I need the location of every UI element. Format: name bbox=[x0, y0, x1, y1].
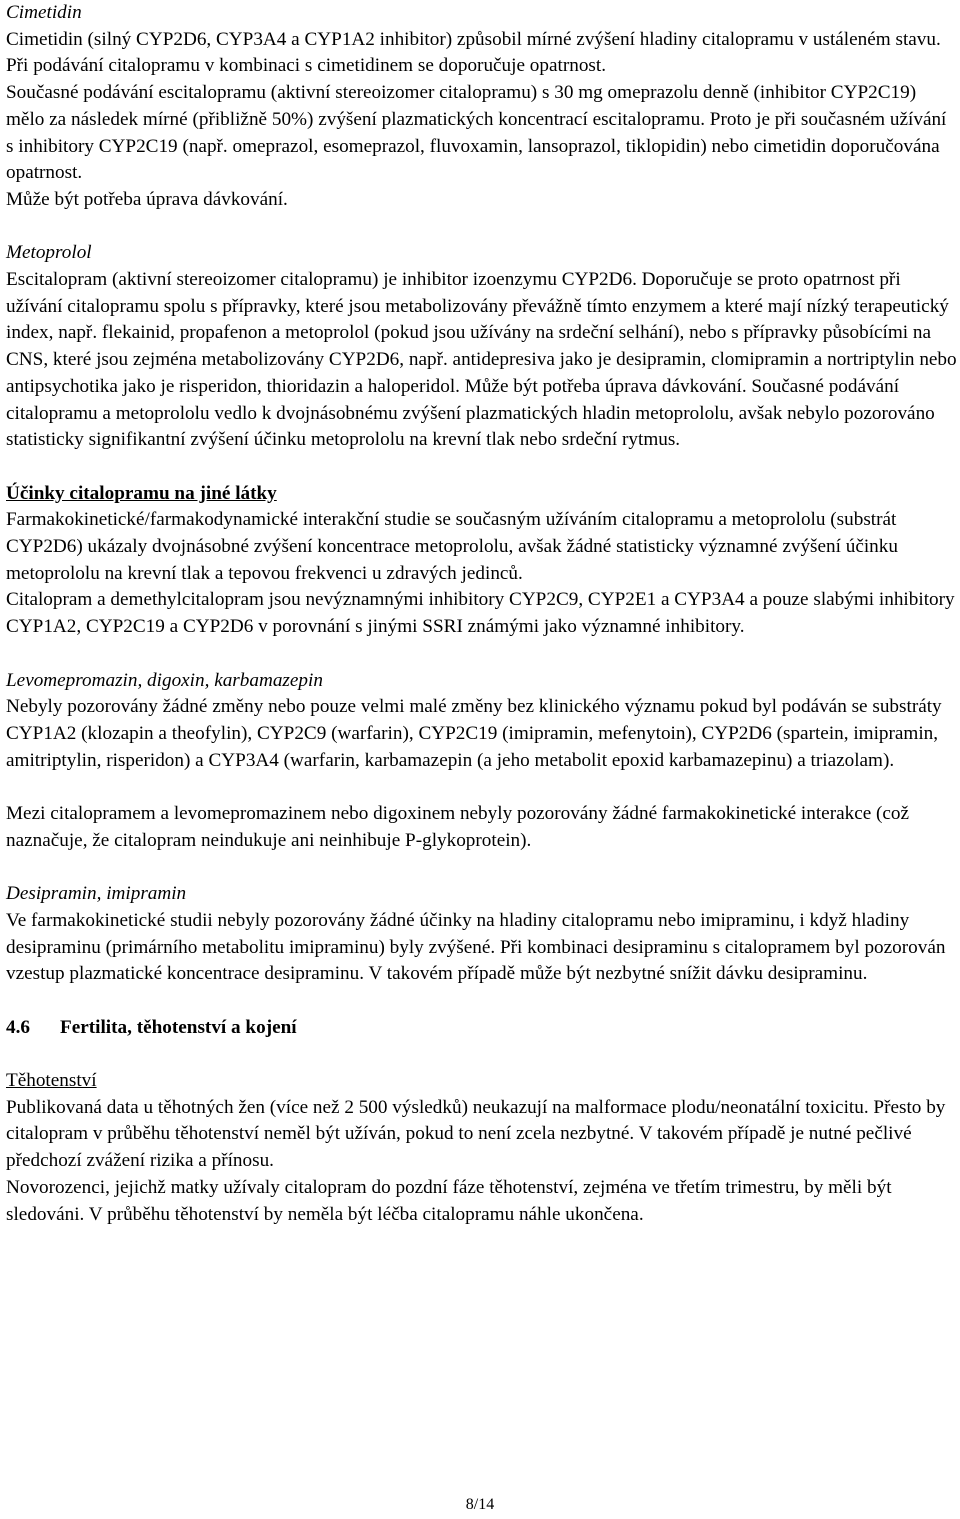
spacer bbox=[6, 988, 958, 1015]
section-title-4-6 bbox=[6, 1015, 958, 1042]
section-number: 4.6 bbox=[6, 1016, 30, 1038]
spacer bbox=[6, 774, 958, 801]
heading-effects-on-other-substances: Účinky citalopramu na jiné látky bbox=[6, 482, 277, 504]
document-page bbox=[6, 0, 958, 1228]
heading-desipramin: Desipramin, imipramin bbox=[6, 883, 187, 905]
section-title-text: Fertilita, těhotenství a kojení bbox=[60, 1016, 297, 1038]
page-number: 8/14 bbox=[465, 1496, 495, 1513]
heading-cimetidin: Cimetidin bbox=[6, 2, 82, 23]
metoprolol-paragraph-1: Escitalopram (aktivní stereoizomer citalopramu) je inhibitor izoenzymu CYP2D6. Doporučuje se proto opatrnost při užívání citalopramu spolu s přípravky, které jsou metabolizovány převážně tímto enzymem a které mají nízký terapeutický index, např. flekainid, propafenon a metoprolol (pokud jsou užívány na srdeční selhání), nebo s přípravky působícími na CNS, které jsou zejména metabolizovány CYP2D6, např. antidepresiva jako je desipramin, clomipramin a nortriptylin nebo antipsychotika jako je risperidon, thioridazin a haloperidol. Může být potřeba úprava dávkování. Současné podávání citalopramu a metoprololu vedlo k dvojnásobnému zvýšení plazmatických hladin metoprololu, avšak nebylo pozorováno statisticky signifikantní zvýšení účinku metoprololu na krevní tlak nebo srdeční rytmus. bbox=[6, 269, 957, 451]
pregnancy-paragraph-2: Novorozenci, jejichž matky užívaly citalopram do pozdní fáze těhotenství, zejména ve třetím trimestru, by měli být sledováni. V průběhu těhotenství by neměla být léčba citalopramu náhle ukončena. bbox=[6, 1176, 892, 1225]
heading-levomepromazin: Levomepromazin, digoxin, karbamazepin bbox=[6, 669, 323, 691]
effects-paragraph-2: Citalopram a demethylcitalopram jsou nevýznamnými inhibitory CYP2C9, CYP2E1 a CYP3A4 a pouze slabými inhibitory CYP1A2, CYP2C19 a CYP2D6 v porovnání s jinými SSRI známými jako významné inhibitory. bbox=[6, 589, 955, 638]
cimetidin-paragraph-1: Cimetidin (silný CYP2D6, CYP3A4 a CYP1A2 inhibitor) způsobil mírné zvýšení hladiny citalopramu v ustáleném stavu. Při podávání citalopramu v kombinaci s cimetidinem se doporučuje opatrnost. bbox=[6, 28, 941, 77]
heading-pregnancy: Těhotenství bbox=[6, 1070, 97, 1092]
levomepromazin-paragraph-2: Mezi citalopramem a levomepromazinem nebo digoxinem nebyly pozorovány žádné farmakokinetické interakce (což naznačuje, že citalopram neindukuje ani neinhibuje P-glykoprotein). bbox=[6, 803, 910, 851]
levomepromazin-paragraph-1: Nebyly pozorovány žádné změny nebo pouze velmi malé změny bez klinického významu pokud byl podáván se substráty CYP1A2 (klozapin a theofylin), CYP2C9 (warfarin), CYP2C19 (imipramin, mefenytoin), CYP2D6 (spartein, imipramin, amitriptylin, risperidon) a CYP3A4 (warfarin, karbamazepin (a jeho metabolit epoxid karbamazepinu) a triazolam). bbox=[6, 696, 942, 771]
spacer bbox=[6, 641, 958, 668]
spacer bbox=[6, 454, 958, 481]
cimetidin-paragraph-3: Může být potřeba úprava dávkování. bbox=[6, 188, 288, 210]
effects-paragraph-1: Farmakokinetické/farmakodynamické interakční studie se současným užíváním citalopramu a metoprololu (substrát CYP2D6) ukázaly dvojnásobné zvýšení koncentrace metoprololu, avšak žádné statisticky významné zvýšení účinku metoprololu na krevní tlak a tepovou frekvenci u zdravých jedinců. bbox=[6, 509, 898, 584]
desipramin-paragraph-1: Ve farmakokinetické studii nebyly pozorovány žádné účinky na hladiny citalopramu nebo imipraminu, i když hladiny desipraminu (primárního metabolitu imipraminu) byly zvýšené. Při kombinaci desipraminu s citalopramem byl pozorován vzestup plazmatické koncentrace desipraminu. V takovém případě může být nezbytné snížit dávku desipraminu. bbox=[6, 909, 946, 985]
spacer bbox=[6, 1041, 958, 1068]
heading-metoprolol: Metoprolol bbox=[6, 242, 92, 264]
pregnancy-paragraph-1: Publikovaná data u těhotných žen (více než 2 500 výsledků) neukazují na malformace plodu/neonatální toxicitu. Přesto by citalopram v průběhu těhotenství neměl být užíván, pokud to není zcela nezbytné. V takovém případě je nutné pečlivé předchozí zvážení rizika a přínosu. bbox=[6, 1096, 946, 1172]
spacer bbox=[6, 214, 958, 241]
cimetidin-paragraph-2: Současné podávání escitalopramu (aktivní stereoizomer citalopramu) s 30 mg omeprazolu denně (inhibitor CYP2C19) mělo za následek mírné (přibližně 50%) zvýšení plazmatických koncentrací escitalopramu. Proto je při současném užívání s inhibitory CYP2C19 (např. omeprazol, esomeprazol, fluvoxamin, lansoprazol, tiklopidin) nebo cimetidin doporučována opatrnost. bbox=[6, 82, 947, 184]
spacer bbox=[6, 854, 958, 881]
